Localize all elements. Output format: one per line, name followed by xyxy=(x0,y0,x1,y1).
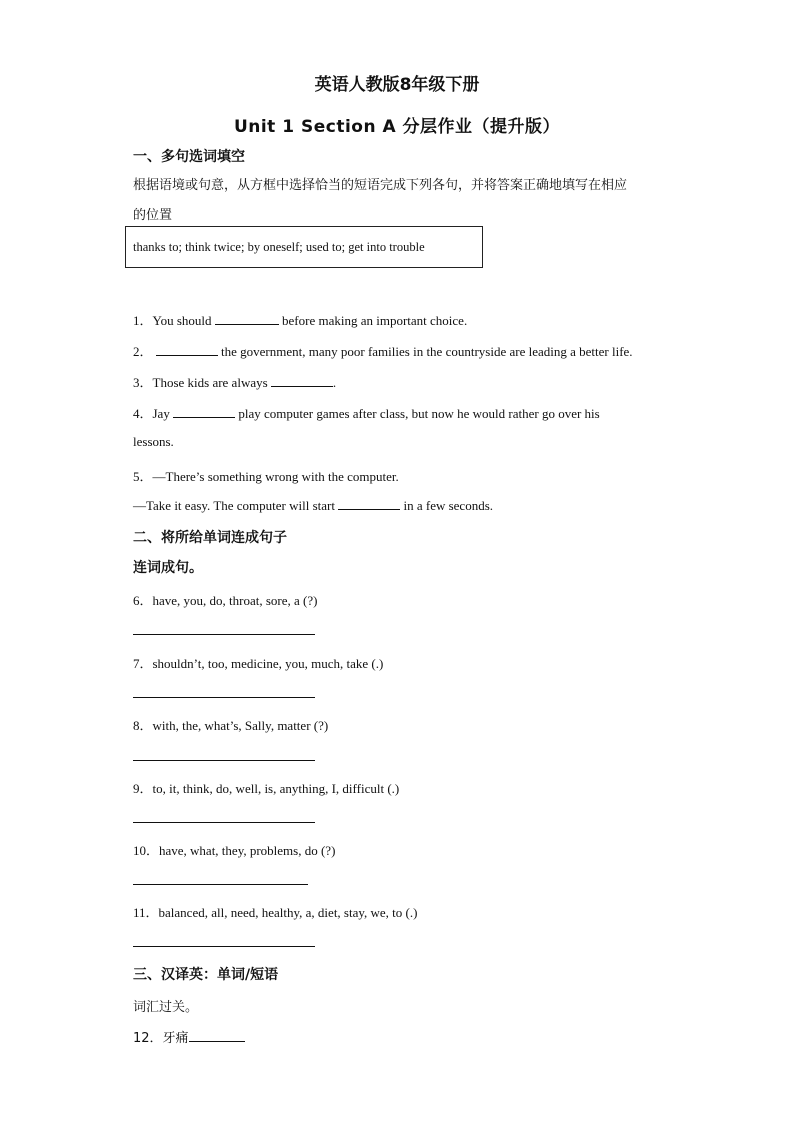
word-box-text: thanks to; think twice; by oneself; used to; get into trouble xyxy=(133,240,425,254)
question-1-prefix: 1．You should xyxy=(133,313,212,328)
section-2-heading: 二、将所给单词连成句子 xyxy=(133,530,287,546)
question-5-prefix: —Take it easy. The computer will start xyxy=(133,498,335,513)
question-6: 6．have, you, do, throat, sore, a (?) xyxy=(133,593,318,608)
question-4-suffix: play computer games after class, but now he would rather go over his xyxy=(238,406,600,421)
question-5-line-2 xyxy=(133,497,493,514)
page-subtitle: Unit 1 Section A 分层作业（提升版） xyxy=(233,117,561,137)
answer-line-9[interactable] xyxy=(133,822,315,823)
question-8: 8．with, the, what’s, Sally, matter (?) xyxy=(133,718,329,733)
question-4-prefix: 4．Jay xyxy=(133,406,170,421)
question-2 xyxy=(133,341,633,360)
question-1-suffix: before making an important choice. xyxy=(282,313,468,328)
answer-blank-4[interactable] xyxy=(173,405,235,418)
question-4-continuation: lessons. xyxy=(133,434,174,449)
question-5-line-1: 5．—There’s something wrong with the computer. xyxy=(133,469,399,484)
question-1 xyxy=(133,310,467,329)
section-1-instruction-line-2: 的位置 xyxy=(133,208,173,223)
question-3-suffix: . xyxy=(332,375,337,390)
question-11: 11．balanced, all, need, healthy, a, diet, stay, we, to (.) xyxy=(133,905,418,920)
section-3-heading: 三、汉译英：单词/短语 xyxy=(133,967,279,983)
question-2-suffix: the government, many poor families in the countryside are leading a better life. xyxy=(221,344,633,359)
answer-line-6[interactable] xyxy=(133,634,315,635)
answer-line-8[interactable] xyxy=(133,760,315,761)
question-12 xyxy=(133,1027,245,1046)
question-2-prefix: 2． xyxy=(133,344,153,359)
section-2-subheading: 连词成句。 xyxy=(133,560,203,576)
answer-line-11[interactable] xyxy=(133,946,315,947)
word-box xyxy=(125,226,483,268)
question-3 xyxy=(133,372,336,391)
answer-blank-1[interactable] xyxy=(215,312,279,325)
section-1-instruction-line-1: 根据语境或句意，从方框中选择恰当的短语完成下列各句，并将答案正确地填写在相应 xyxy=(133,178,628,193)
question-7: 7．shouldn’t, too, medicine, you, much, take (.) xyxy=(133,656,384,671)
question-3-prefix: 3．Those kids are always xyxy=(133,375,268,390)
section-1-heading: 一、多句选词填空 xyxy=(133,149,245,165)
page-title: 英语人教版8年级下册 xyxy=(314,75,480,95)
answer-blank-12[interactable] xyxy=(189,1029,245,1042)
question-5-suffix: in a few seconds. xyxy=(403,498,494,513)
answer-blank-3[interactable] xyxy=(271,374,333,387)
question-12-text: 12．牙痛 xyxy=(133,1031,189,1046)
answer-blank-2[interactable] xyxy=(156,343,218,356)
question-9: 9．to, it, think, do, well, is, anything, I, difficult (.) xyxy=(133,781,400,796)
question-10: 10．have, what, they, problems, do (?) xyxy=(133,843,336,858)
section-3-subheading: 词汇过关。 xyxy=(133,1000,199,1015)
question-4 xyxy=(133,403,600,422)
answer-line-7[interactable] xyxy=(133,697,315,698)
answer-line-10[interactable] xyxy=(133,884,308,885)
answer-blank-5[interactable] xyxy=(338,497,400,510)
